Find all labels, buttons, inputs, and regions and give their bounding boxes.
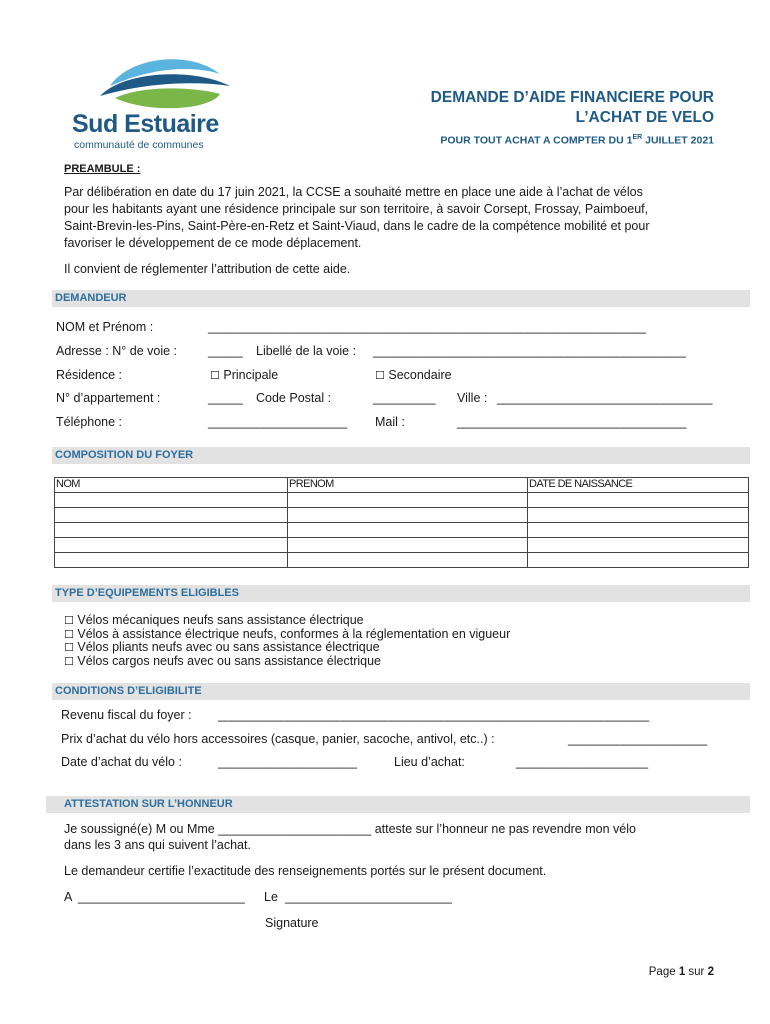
le-label: Le	[264, 890, 278, 904]
table-cell[interactable]	[288, 523, 528, 538]
date-achat-field[interactable]: ____________________	[218, 755, 358, 769]
table-cell[interactable]	[528, 538, 749, 553]
attestation-line-2: dans les 3 ans qui suivent l’achat.	[64, 838, 251, 852]
title-line-1: DEMANDE D’AIDE FINANCIERE POUR	[430, 89, 714, 106]
checkbox-icon[interactable]: ☐	[210, 369, 220, 382]
preambule-heading: PREAMBULE :	[64, 163, 141, 175]
table-cell[interactable]	[528, 493, 749, 508]
revenu-label: Revenu fiscal du foyer :	[61, 708, 192, 722]
date-achat-label: Date d’achat du vélo :	[61, 755, 182, 769]
residence-principale-option[interactable]: ☐ Principale	[210, 368, 279, 382]
list-item[interactable]: ☐ Vélos cargos neufs avec ou sans assistance électrique	[64, 653, 382, 668]
logo-tagline: communauté de communes	[74, 139, 204, 151]
section-foyer-heading: COMPOSITION DU FOYER	[52, 447, 750, 464]
logo-name: Sud Estuaire	[72, 110, 219, 138]
table-cell[interactable]	[55, 523, 288, 538]
mail-field[interactable]: _________________________________	[457, 415, 687, 429]
checkbox-icon[interactable]: ☐	[64, 654, 74, 668]
lieu-achat-label: Lieu d’achat:	[394, 755, 465, 769]
list-item[interactable]: ☐ Vélos pliants neufs avec ou sans assistance électrique	[64, 640, 380, 654]
column-header-prenom: PRENOM	[288, 478, 528, 493]
nom-label: NOM et Prénom :	[56, 320, 154, 334]
soussigne-field[interactable]: ______________________	[218, 822, 372, 836]
attestation-certify: Le demandeur certifie l’exactitude des renseignements portés sur le présent document.	[64, 864, 547, 878]
table-cell[interactable]	[288, 508, 528, 523]
preambule-closing: Il convient de réglementer l’attribution de cette aide.	[64, 262, 351, 276]
revenu-field[interactable]: ______________________________________________________________	[218, 708, 650, 722]
libelle-field[interactable]: _____________________________________________	[373, 344, 686, 358]
libelle-label: Libellé de la voie :	[256, 344, 357, 358]
section-equipements-heading: TYPE D’EQUIPEMENTS ELIGIBLES	[52, 585, 750, 602]
page-number: Page 1 sur 2	[648, 966, 714, 978]
checkbox-icon[interactable]: ☐	[64, 627, 74, 641]
page-subtitle: POUR TOUT ACHAT A COMPTER DU 1ER JUILLET 2021	[440, 134, 714, 147]
table-row	[55, 508, 749, 523]
section-attestation-heading: ATTESTATION SUR L’HONNEUR	[46, 796, 750, 813]
table-row	[55, 538, 749, 553]
logo-swoosh-icon	[70, 52, 240, 114]
code-postal-label: Code Postal :	[256, 391, 332, 405]
residence-label: Résidence :	[56, 368, 123, 382]
table-cell[interactable]	[528, 508, 749, 523]
table-cell[interactable]	[55, 508, 288, 523]
table-cell[interactable]	[288, 538, 528, 553]
preambule-text: Par délibération en date du 17 juin 2021, la CCSE a souhaité mettre en place une aide à l’achat de vélos pour les habitants ayant une résidence principale sur son territoire, à savoir Corsept, Frossay, Paimboeuf, Saint-Brevin-les-Pins, Saint-Père-en-Retz et Saint-Viaud, dans le cadre de la compétence mobilité et pour favoriser le développement de ce mode déplacement.	[64, 185, 650, 250]
table-cell[interactable]	[288, 553, 528, 568]
le-field[interactable]: ________________________	[285, 890, 452, 904]
nom-field[interactable]: _______________________________________________________________	[208, 320, 646, 334]
adresse-label: Adresse : N° de voie :	[56, 344, 178, 358]
a-label: A	[64, 890, 73, 904]
table-cell[interactable]	[55, 493, 288, 508]
table-header-row	[55, 478, 749, 493]
checkbox-icon[interactable]: ☐	[64, 614, 74, 627]
voie-number-field[interactable]: _____	[208, 344, 243, 358]
code-postal-field[interactable]: _________	[373, 391, 436, 405]
table-row	[55, 493, 749, 508]
table-cell[interactable]	[528, 553, 749, 568]
checkbox-icon[interactable]: ☐	[64, 641, 74, 654]
table-cell[interactable]	[288, 493, 528, 508]
title-line-2: L’ACHAT DE VELO	[575, 109, 714, 126]
appartement-field[interactable]: _____	[208, 391, 243, 405]
signature-label: Signature	[265, 916, 319, 930]
list-item[interactable]: ☐ Vélos mécaniques neufs sans assistance électrique	[64, 613, 364, 627]
table-row	[55, 553, 749, 568]
telephone-field[interactable]: ____________________	[208, 415, 348, 429]
checkbox-icon[interactable]: ☐	[375, 369, 385, 382]
telephone-label: Téléphone :	[56, 415, 123, 429]
foyer-table	[54, 477, 749, 568]
logo	[70, 52, 240, 152]
mail-label: Mail :	[375, 415, 405, 429]
column-header-nom: NOM	[55, 478, 288, 493]
table-cell[interactable]	[528, 523, 749, 538]
prix-field[interactable]: ____________________	[568, 732, 708, 746]
a-field[interactable]: ________________________	[78, 890, 245, 904]
residence-secondaire-option[interactable]: ☐ Secondaire	[375, 368, 452, 382]
section-conditions-heading: CONDITIONS D’ELIGIBILITE	[52, 683, 750, 700]
page-title	[431, 88, 714, 128]
table-cell[interactable]	[55, 553, 288, 568]
attestation-line-1: Je soussigné(e) M ou Mme ______________________ atteste sur l’honneur ne pas revendre mon vélo	[64, 822, 636, 836]
list-item[interactable]: ☐ Vélos à assistance électrique neufs, conformes à la réglementation en vigueur	[64, 626, 511, 641]
column-header-date: DATE DE NAISSANCE	[528, 478, 749, 493]
ville-field[interactable]: _______________________________	[497, 391, 713, 405]
table-row	[55, 523, 749, 538]
equipements-list	[64, 614, 510, 668]
appartement-label: N° d’appartement :	[56, 391, 161, 405]
ville-label: Ville :	[457, 391, 488, 405]
prix-label: Prix d’achat du vélo hors accessoires (casque, panier, sacoche, antivol, etc..) :	[61, 732, 495, 746]
table-cell[interactable]	[55, 538, 288, 553]
lieu-achat-field[interactable]: ___________________	[516, 755, 649, 769]
section-demandeur-heading: DEMANDEUR	[52, 290, 750, 307]
